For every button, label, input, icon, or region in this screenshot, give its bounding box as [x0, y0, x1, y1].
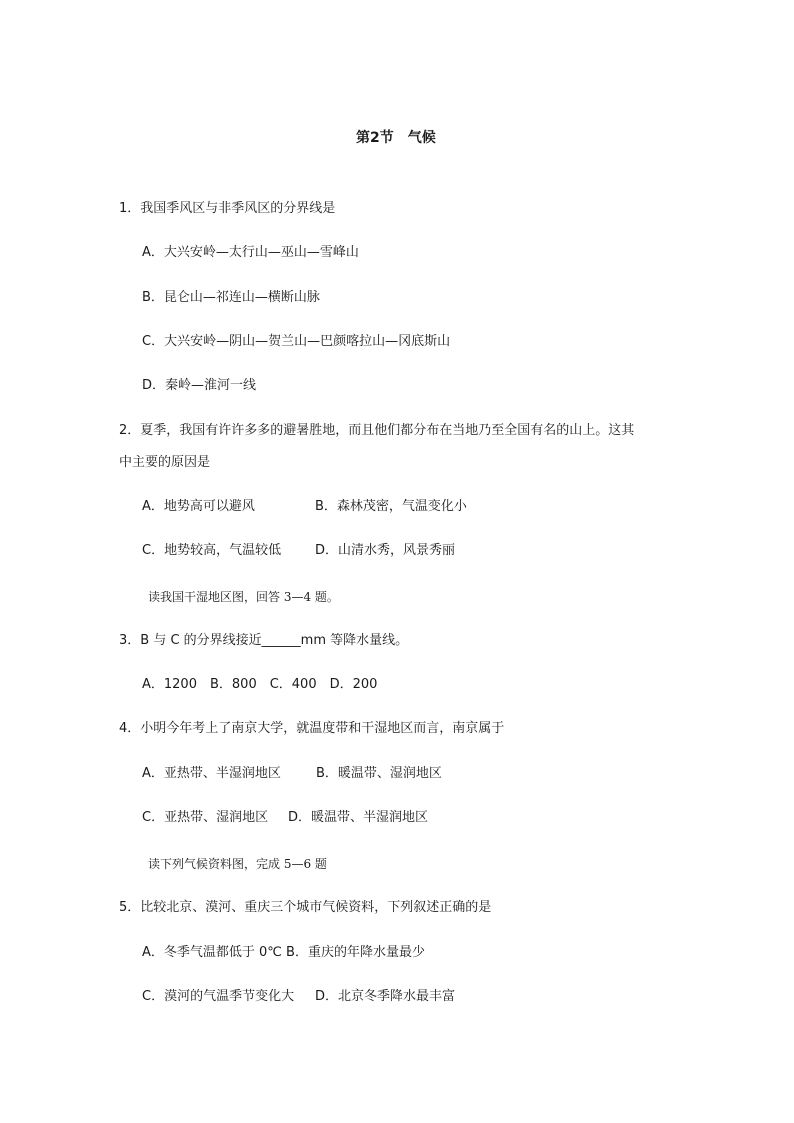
question-5-options-ab: A．冬季气温都低于 0℃ B．重庆的年降水量最少 [142, 945, 425, 960]
question-4-option-b: B．暖温带、湿润地区 [316, 766, 442, 781]
question-4-option-d: D．暖温带、半湿润地区 [288, 810, 429, 825]
question-1-option-c: C．大兴安岭—阴山—贺兰山—巴颜喀拉山—冈底斯山 [142, 334, 451, 349]
question-1-option-d: D．秦岭—淮河一线 [142, 378, 257, 393]
question-5-option-d: D．北京冬季降水最丰富 [315, 989, 456, 1004]
question-2-option-a: A．地势高可以避风 [142, 499, 255, 514]
question-1-option-a: A．大兴安岭—太行山—巫山—雪峰山 [142, 245, 359, 260]
question-2-option-d: D．山清水秀，风景秀丽 [315, 543, 456, 558]
section-title: 第2节 气候 [356, 130, 436, 146]
question-1-option-b: B．昆仑山—祁连山—横断山脉 [142, 290, 320, 305]
reading-instruction-2: 读下列气候资料图，完成 5—6 题 [148, 857, 327, 871]
question-3-options: A．1200 B．800 C．400 D．200 [142, 677, 378, 692]
question-5-option-c: C．漠河的气温季节变化大 [142, 989, 295, 1004]
reading-instruction-1: 读我国干湿地区图，回答 3—4 题。 [148, 590, 339, 604]
question-2-stem-line-1: 2．夏季，我国有许许多多的避暑胜地，而且他们都分布在当地乃至全国有名的山上。这其 [119, 423, 635, 438]
question-2-option-b: B．森林茂密，气温变化小 [315, 499, 467, 514]
question-4-option-a: A．亚热带、半湿润地区 [142, 766, 281, 781]
question-4-option-c: C．亚热带、湿润地区 [142, 810, 269, 825]
question-5-stem: 5．比较北京、漠河、重庆三个城市气候资料，下列叙述正确的是 [119, 900, 492, 915]
question-1-stem: 1．我国季风区与非季风区的分界线是 [119, 201, 336, 216]
question-4-stem: 4．小明今年考上了南京大学，就温度带和干湿地区而言，南京属于 [119, 721, 505, 736]
question-3-stem: 3．B 与 C 的分界线接近______mm 等降水量线。 [119, 633, 409, 648]
question-2-option-c: C．地势较高，气温较低 [142, 543, 282, 558]
question-2-stem-line-2: 中主要的原因是 [119, 455, 211, 470]
